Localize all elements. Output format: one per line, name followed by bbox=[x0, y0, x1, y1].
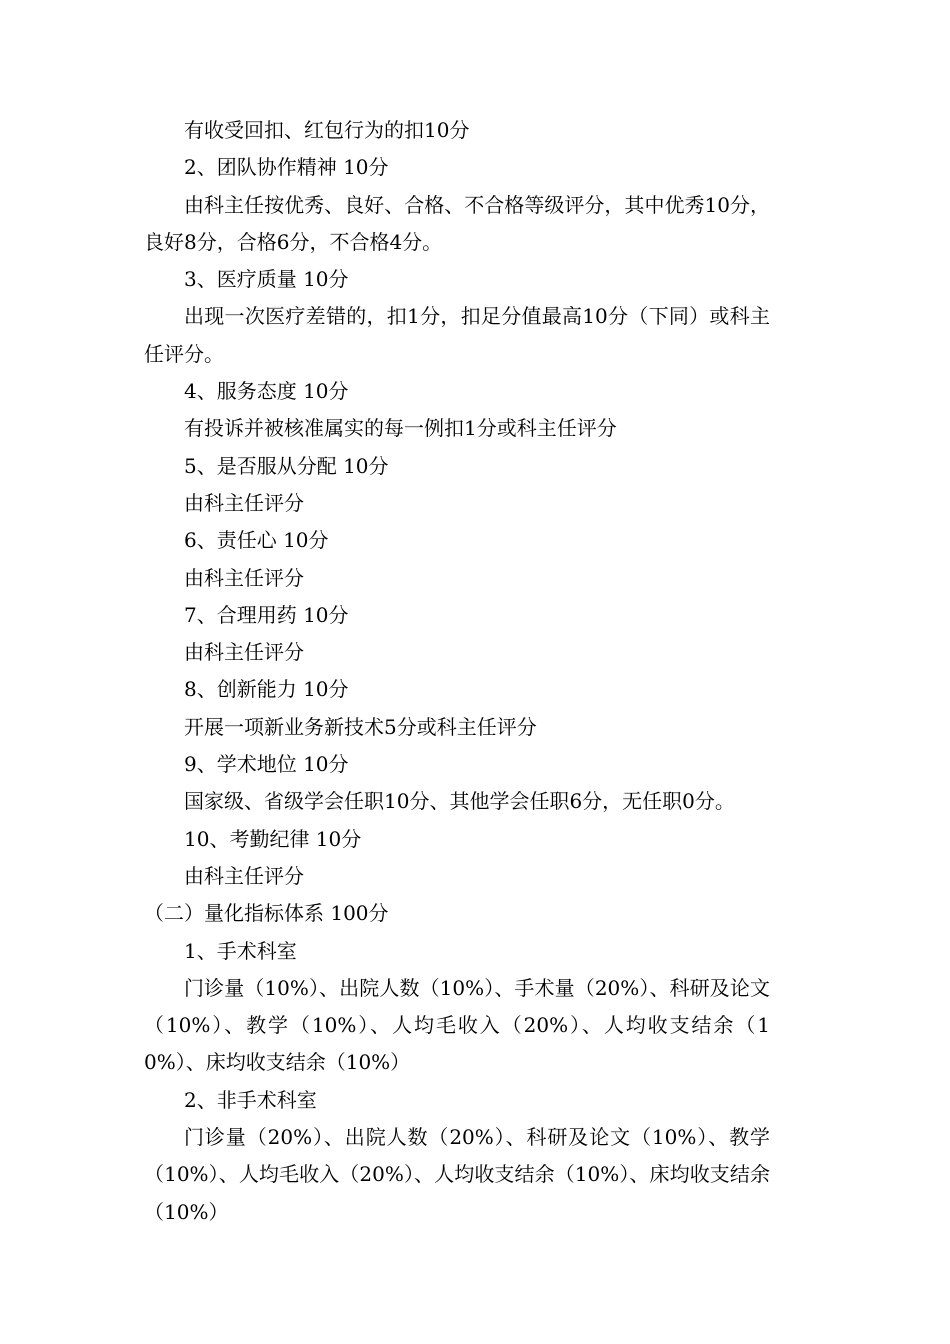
paragraph-medical-quality-scoring: 出现一次医疗差错的，扣1分，扣足分值最高10分（下同）或科主任评分。 bbox=[144, 304, 770, 366]
heading-rational-drug-use: 7、合理用药 10分 bbox=[184, 602, 349, 627]
paragraph-service-attitude-scoring: 有投诉并被核准属实的每一例扣1分或科主任评分 bbox=[184, 416, 617, 441]
heading-service-attitude: 4、服务态度 10分 bbox=[184, 379, 349, 404]
paragraph-innovation-scoring: 开展一项新业务新技术5分或科主任评分 bbox=[184, 714, 537, 739]
paragraph-teamwork-scoring: 由科主任按优秀、良好、合格、不合格等级评分，其中优秀10分，良好8分，合格6分，不合格4分。 bbox=[144, 192, 770, 254]
paragraph-academic-status-scoring: 国家级、省级学会任职10分、其他学会任职6分，无任职0分。 bbox=[184, 789, 735, 814]
paragraph-attendance-scoring: 由科主任评分 bbox=[184, 863, 304, 888]
heading-innovation: 8、创新能力 10分 bbox=[184, 677, 349, 702]
heading-academic-status: 9、学术地位 10分 bbox=[184, 752, 349, 777]
heading-nonsurgical-dept: 2、非手术科室 bbox=[184, 1087, 317, 1112]
heading-responsibility: 6、责任心 10分 bbox=[184, 528, 329, 553]
paragraph-obey-assignment-scoring: 由科主任评分 bbox=[184, 490, 304, 515]
paragraph-kickback-deduction: 有收受回扣、红包行为的扣10分 bbox=[184, 118, 470, 142]
paragraph-nonsurgical-dept-indicators: 门诊量（20%）、出院人数（20%）、科研及论文（10%）、教学（10%）、人均毛收入（20%）、人均收支结余（10%）、床均收支结余（10%） bbox=[144, 1125, 770, 1224]
heading-medical-quality: 3、医疗质量 10分 bbox=[184, 267, 349, 292]
paragraph-rational-drug-use-scoring: 由科主任评分 bbox=[184, 640, 304, 665]
paragraph-surgical-dept-indicators: 门诊量（10%）、出院人数（10%）、手术量（20%）、科研及论文（10%）、教学（10%）、人均毛收入（20%）、人均收支结余（10%）、床均收支结余（10%） bbox=[144, 975, 770, 1075]
document-body bbox=[144, 112, 770, 1231]
heading-surgical-dept: 1、手术科室 bbox=[184, 938, 297, 963]
heading-attendance: 10、考勤纪律 10分 bbox=[184, 826, 362, 851]
heading-obey-assignment: 5、是否服从分配 10分 bbox=[184, 453, 389, 478]
section-heading-quantitative: （二）量化指标体系 100分 bbox=[144, 901, 389, 926]
heading-teamwork: 2、团队协作精神 10分 bbox=[184, 155, 389, 180]
paragraph-responsibility-scoring: 由科主任评分 bbox=[184, 565, 304, 590]
